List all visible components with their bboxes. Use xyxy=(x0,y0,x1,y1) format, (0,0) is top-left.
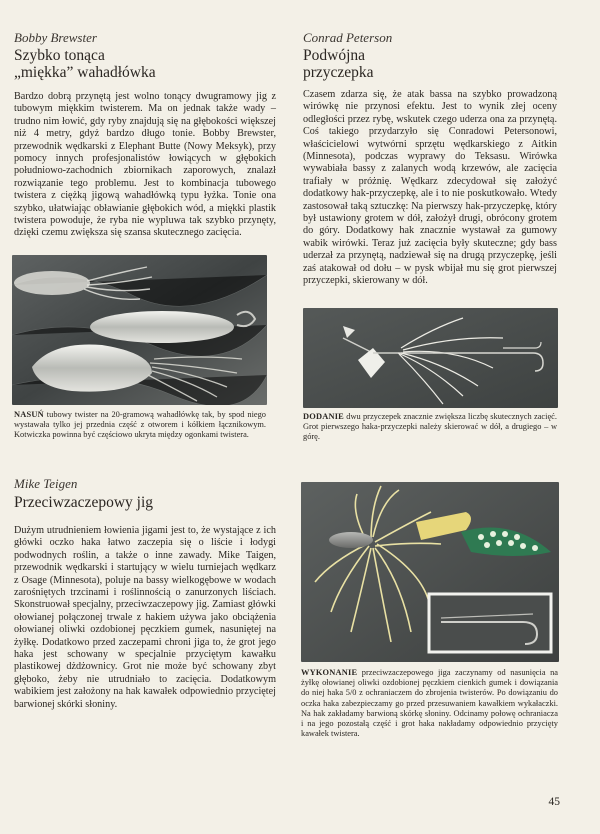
teigen-section xyxy=(14,476,276,711)
teigen-body: Dużym utrudnieniem łowienia jigami jest to, że wystające z ich główki oczko haka łatwo zaczepia się o liście i łodygi podwodnych roślin, a także o inne zawady. Mike Taigen, przewodnik wędkarski i startujący w wielu turniejach wędkarz z Osage (Minnesota), poluje na bassy wielkogębowe w wodach zarośniętych trzcinami i roślinnością o zanurzonych liściach. Skonstruował specjalny, przeciwzaczepowy jig. Zamiast główki ołowianej połączonej trwale z hakiem używa jako obciążenia ołowianej oliwki ozdobionej pęczkiem gumek, nasuniętej na żyłkę. Dodatkowo przed zaczepami chroni jiga to, że grot jego haka jest schowany w specjalnie przyciętym kawałku plastikowej dżdżownicy. Grot nie może być schowany zbyt głęboko, żeby nie utrudniało to zacięcia. Dodatkowym wabikiem jest założony na hak kawałek odpowiednio przyciętej barwionej skórki słoniny. xyxy=(14,525,276,710)
peterson-caption-text: dwu przyczepek znacznie zwiększa liczbę skutecznych zacięć. Grot pierwszego haka-przyczepki należy skierować w dół, a drugiego – w górę. xyxy=(303,412,557,442)
peterson-section xyxy=(303,30,557,288)
brewster-title-line2: „miękka” wahadłówka xyxy=(14,64,156,81)
peterson-caption-lead: DODANIE xyxy=(303,412,344,421)
brewster-caption xyxy=(14,410,266,441)
photo-weedless-jig xyxy=(301,482,559,662)
teigen-caption-lead: WYKONANIE xyxy=(301,668,358,677)
peterson-caption xyxy=(303,412,557,443)
brewster-body: Bardzo dobrą przynętą jest wolno tonący dwugramowy jig z tubowym miękkim twisterem. Ma on jednak także wady – trudno nim łowić, gdy ryby znajdują się na głębokości większej niż 4 metry, gdyż bardzo długo tonie. Bobby Brewster, przewodnik wędkarski z Elephant Butte (Nowy Meksyk), przy pomocy innych profesjonalistów łowiących w głębokich południowo-zachodnich zbiornikach zaporowych, znalazł rozwiązanie tego problemu. Jest to kombinacja tubowego twistera z ciężką jigową wahadłówką typu łyżka. Tonie ona szybko, ułatwiając obławianie głębokich wód, a miękki plastik twistera powoduje, że ryba nie wypluwa tak szybko przynęty, dzięki czemu zwiększa się szansa skutecznego zacięcia. xyxy=(14,91,276,239)
peterson-body: Czasem zdarza się, że atak bassa na szybko prowadzoną wirówkę nie przynosi efektu. Jest to wynik złej oceny odległości przez rybę, wskutek czego uderza ona za przynętą. Coś takiego przydarzyło się Conradowi Petersonowi, właścicielowi wytwórni sprzętu wędkarskiego z Aitkin (Minnesota), podczas wyprawy do Teksasu. Wirówka wywabiała bassy z zalanych wodą krzewów, ale zacięcia trafiały w próżnię. Wędkarz zdecydował się założyć dodatkowy hak-przyczepkę, ale i to nie poskutkowało. Wtedy zastosował taką sztuczkę: Na pierwszy hak-przyczepkę, który był ustawiony grotem w dół, założył drugi, obrócony grotem do góry. Dodatkowy hak znacznie wystawał za gumowy wabik wirówki. Teraz już zacięcia były skuteczne; gdy bass uderzał za przynętą, nadziewał się na drugą przyczepkę, jeśli zaś atakował od dołu – w pysk wbijał mu się grot pierwszej przyczepki, skierowany w dół. xyxy=(303,89,557,287)
teigen-author: Mike Teigen xyxy=(14,476,78,491)
brewster-section xyxy=(14,30,276,240)
brewster-author: Bobby Brewster xyxy=(14,30,97,45)
teigen-caption xyxy=(301,668,558,739)
brewster-title-line1: Szybko tonąca xyxy=(14,47,105,64)
brewster-caption-text: tubowy twister na 20-gramową wahadłówkę tak, by spod niego wystawała tylko jej przednia część z otworem i kółkiem łącznikowym. Kotwiczka powinna być częściowo ukryta między ogonkami twistera. xyxy=(14,410,266,440)
teigen-caption-text: przeciwzaczepowego jiga zaczynamy od nasunięcia na żyłkę ołowianej oliwki ozdobionej pęczkiem cienkich gumek i dowiązania do niej haka 5/0 z ochraniaczem do zbrojenia twisterów. Po dowiązaniu do oczka haka zabezpieczamy go przed przesuwaniem kawałkiem wykałaczki. Na hak zakładamy barwioną skórkę słoniny. Odcinamy połowę ochraniacza i na jego pozostałą część i grot haka nakładamy odpowiednio przycięty kawałek twistera. xyxy=(301,668,558,739)
peterson-title-line2: przyczepka xyxy=(303,64,374,81)
peterson-author: Conrad Peterson xyxy=(303,30,393,45)
photo-spinnerbait-trailer-hooks xyxy=(303,308,558,408)
photo-tube-twister-spoon xyxy=(12,255,267,405)
page-number: 45 xyxy=(548,796,560,808)
peterson-title-line1: Podwójna xyxy=(303,47,365,64)
brewster-caption-lead: NASUŃ xyxy=(14,410,44,419)
teigen-title: Przeciwzaczepowy jig xyxy=(14,494,154,511)
